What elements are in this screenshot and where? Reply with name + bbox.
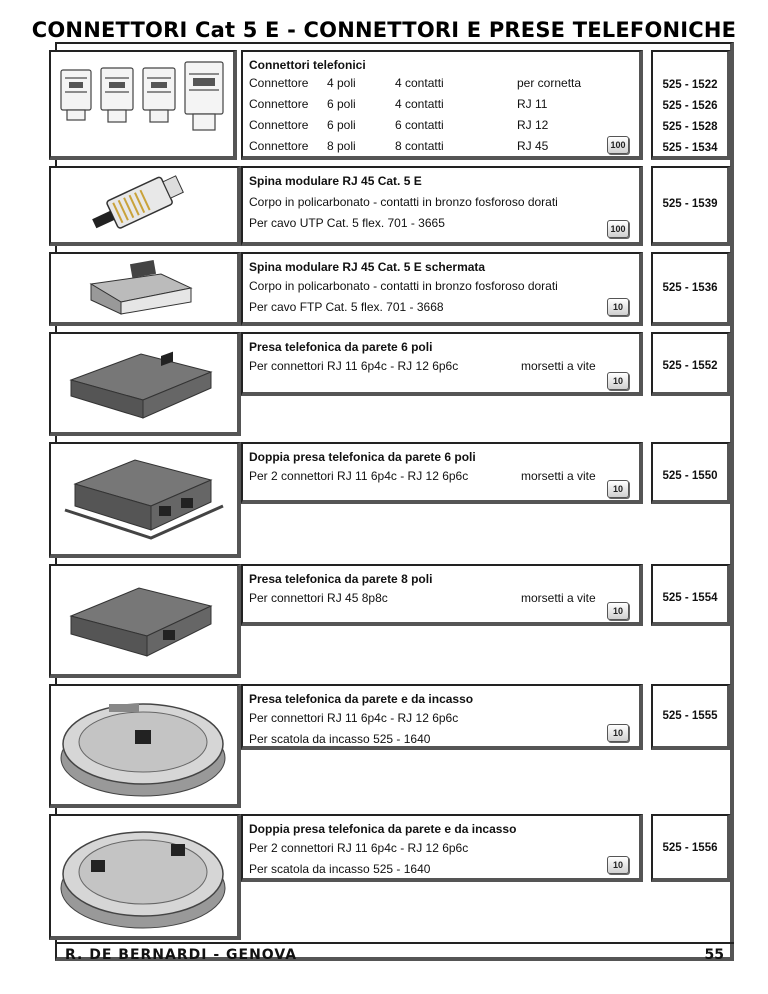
pack-quantity-badge: 10 <box>607 372 629 390</box>
product-code-box <box>651 252 731 326</box>
double-flush-socket-icon <box>51 816 237 936</box>
description-line: Per cavo UTP Cat. 5 flex. 701 - 3665 <box>249 216 445 230</box>
product-code: 525 - 1539 <box>662 198 718 210</box>
description-line: Per scatola da incasso 525 - 1640 <box>249 862 431 876</box>
product-code-box <box>651 814 731 882</box>
section-heading: Connettori telefonici <box>249 58 366 72</box>
product-code-box <box>651 684 731 750</box>
wall-socket-8-description <box>241 564 643 626</box>
description-line: Per 2 connettori RJ 11 6p4c - RJ 12 6p6c <box>249 841 469 855</box>
product-code-box <box>651 332 731 396</box>
pack-quantity-badge: 100 <box>607 220 629 238</box>
flush-socket-image <box>49 684 241 808</box>
product-code-box <box>651 442 731 504</box>
description-line: Corpo in policarbonato - contatti in bronzo fosforoso dorati <box>249 279 558 293</box>
page-title: CONNETTORI Cat 5 E - CONNETTORI E PRESE TELEFONICHE <box>31 18 737 42</box>
product-code: 525 - 1536 <box>662 282 718 294</box>
product-code-box <box>651 564 731 626</box>
rj45-plug-image <box>49 166 241 246</box>
table-row: Connettore 8 poli 8 contatti RJ 45 <box>249 139 549 153</box>
wall-socket-8-image <box>49 564 241 678</box>
page-footer <box>55 942 734 966</box>
wall-socket-description <box>241 332 643 396</box>
pack-quantity-badge: 100 <box>607 136 629 154</box>
connectors-description <box>241 50 643 160</box>
wall-socket-image <box>49 332 241 436</box>
flush-socket-icon <box>51 686 237 804</box>
product-code: 525 - 1528 <box>662 121 718 133</box>
rj-connectors-icon <box>51 52 231 152</box>
company-name: R. DE BERNARDI - GENOVA <box>65 947 298 963</box>
double-wall-socket-image <box>49 442 241 558</box>
rj-connectors-image <box>49 50 237 160</box>
pack-quantity-badge: 10 <box>607 724 629 742</box>
shielded-plug-image <box>49 252 241 326</box>
wall-socket-8-icon <box>51 566 237 674</box>
section-heading: Doppia presa telefonica da parete e da incasso <box>249 822 517 836</box>
double-wall-socket-description <box>241 442 643 504</box>
table-row: Connettore 6 poli 4 contatti RJ 11 <box>249 97 548 111</box>
double-flush-socket-image <box>49 814 241 940</box>
table-row: Connettore 6 poli 6 contatti RJ 12 <box>249 118 549 132</box>
page-number: 55 <box>704 947 724 963</box>
pack-quantity-badge: 10 <box>607 856 629 874</box>
flush-socket-description <box>241 684 643 750</box>
shielded-plug-description <box>241 252 643 326</box>
wall-socket-icon <box>51 334 237 432</box>
section-heading: Presa telefonica da parete 8 poli <box>249 572 433 586</box>
pack-quantity-badge: 10 <box>607 480 629 498</box>
section-heading: Spina modulare RJ 45 Cat. 5 E schermata <box>249 260 486 274</box>
product-code-box <box>651 166 731 246</box>
double-wall-socket-icon <box>51 444 237 554</box>
double-flush-socket-description <box>241 814 643 882</box>
product-code: 525 - 1522 <box>662 79 718 91</box>
description-line: Corpo in policarbonato - contatti in bronzo fosforoso dorati <box>249 195 558 209</box>
product-code-box <box>651 50 731 160</box>
table-row: Connettore 4 poli 4 contatti per cornetta <box>249 76 582 90</box>
product-code: 525 - 1552 <box>662 360 718 372</box>
description-line: Per connettori RJ 45 8p8c morsetti a vite <box>249 591 596 605</box>
description-line: Per connettori RJ 11 6p4c - RJ 12 6p6c morsetti a vite <box>249 359 596 373</box>
description-line: Per scatola da incasso 525 - 1640 <box>249 732 431 746</box>
product-code: 525 - 1550 <box>662 470 718 482</box>
rj45-plug-description <box>241 166 643 246</box>
pack-quantity-badge: 10 <box>607 602 629 620</box>
rj45-plug-icon <box>51 168 237 242</box>
product-code: 525 - 1534 <box>662 142 718 154</box>
product-code: 525 - 1555 <box>662 710 718 722</box>
section-heading: Presa telefonica da parete 6 poli <box>249 340 433 354</box>
pack-quantity-badge: 10 <box>607 298 629 316</box>
product-code: 525 - 1554 <box>662 592 718 604</box>
description-line: Per connettori RJ 11 6p4c - RJ 12 6p6c <box>249 711 459 725</box>
section-heading: Presa telefonica da parete e da incasso <box>249 692 474 706</box>
product-code: 525 - 1526 <box>662 100 718 112</box>
product-code: 525 - 1556 <box>662 842 718 854</box>
section-heading: Spina modulare RJ 45 Cat. 5 E <box>249 174 422 188</box>
description-line: Per 2 connettori RJ 11 6p4c - RJ 12 6p6c morsetti a vite <box>249 469 596 483</box>
description-line: Per cavo FTP Cat. 5 flex. 701 - 3668 <box>249 300 444 314</box>
section-heading: Doppia presa telefonica da parete 6 poli <box>249 450 476 464</box>
shielded-plug-icon <box>51 254 237 322</box>
